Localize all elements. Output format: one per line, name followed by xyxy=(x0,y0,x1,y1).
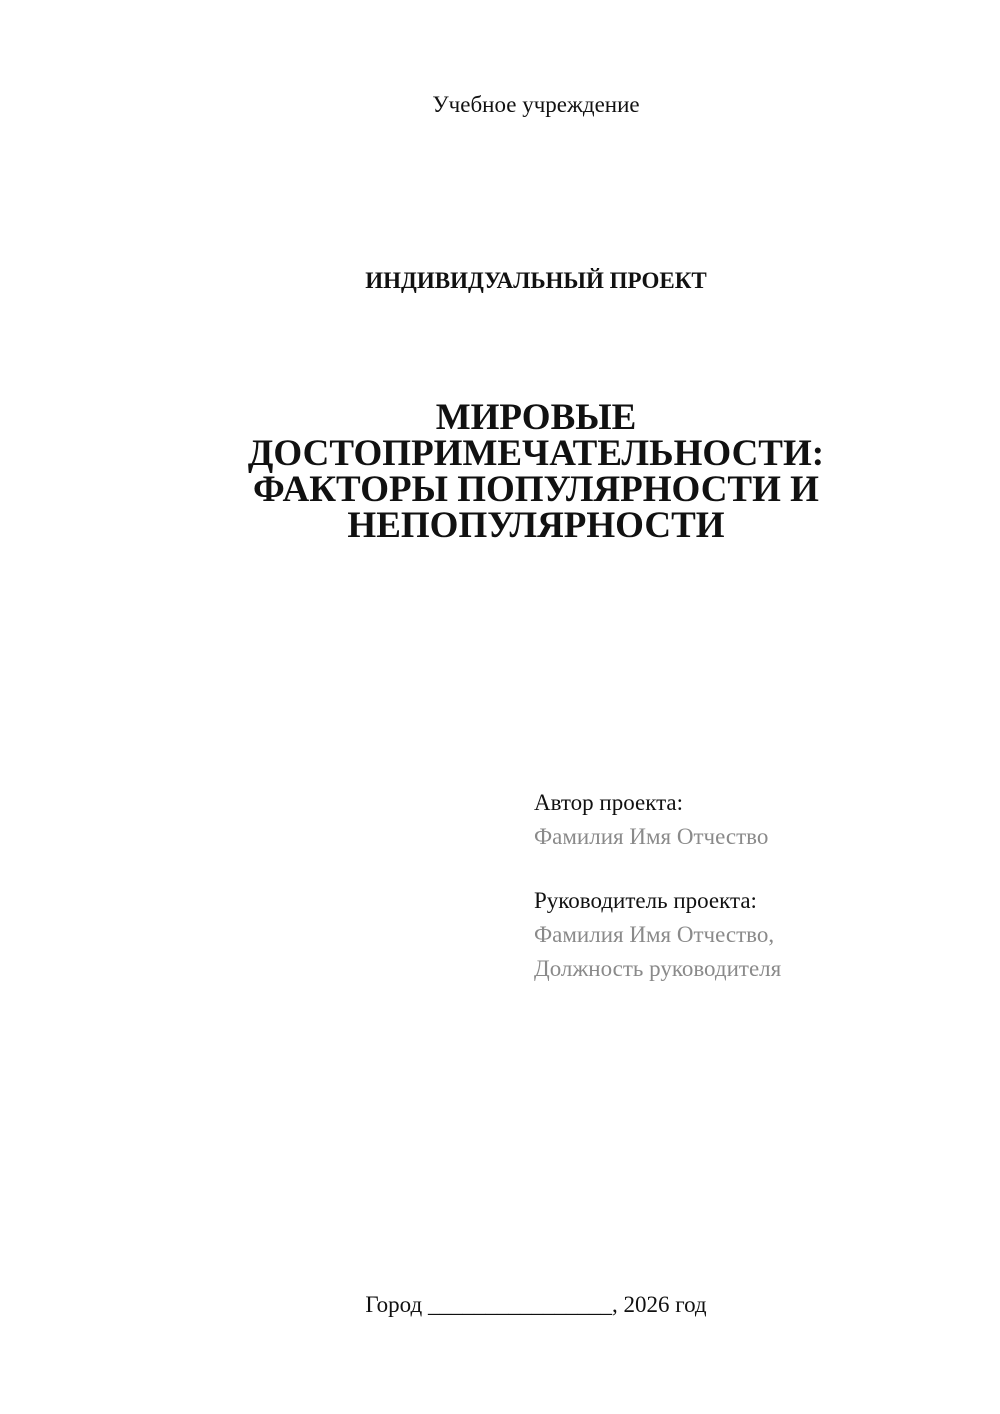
supervisor-position-placeholder: Должность руководителя xyxy=(534,956,782,981)
project-kind-heading: ИНДИВИДУАЛЬНЫЙ ПРОЕКТ xyxy=(365,268,707,293)
project-title-line-3: ФАКТОРЫ ПОПУЛЯРНОСТИ И xyxy=(253,469,819,510)
institution-name: Учебное учреждение xyxy=(432,92,640,117)
credits-spacer xyxy=(534,854,954,884)
author-label: Автор проекта: xyxy=(534,790,683,815)
project-title-line-1: МИРОВЫЕ xyxy=(435,397,637,438)
city-year-line: Город ________________, 2026 год xyxy=(365,1292,707,1317)
author-name-placeholder: Фамилия Имя Отчество xyxy=(534,824,769,849)
credits-block xyxy=(534,786,954,986)
supervisor-name-placeholder: Фамилия Имя Отчество, xyxy=(534,922,775,947)
project-title-line-2: ДОСТОПРИМЕЧАТЕЛЬНОСТИ: xyxy=(247,433,825,474)
project-title-line-4: НЕПОПУЛЯРНОСТИ xyxy=(347,505,725,546)
supervisor-label: Руководитель проекта: xyxy=(534,888,757,913)
project-title xyxy=(186,397,886,546)
